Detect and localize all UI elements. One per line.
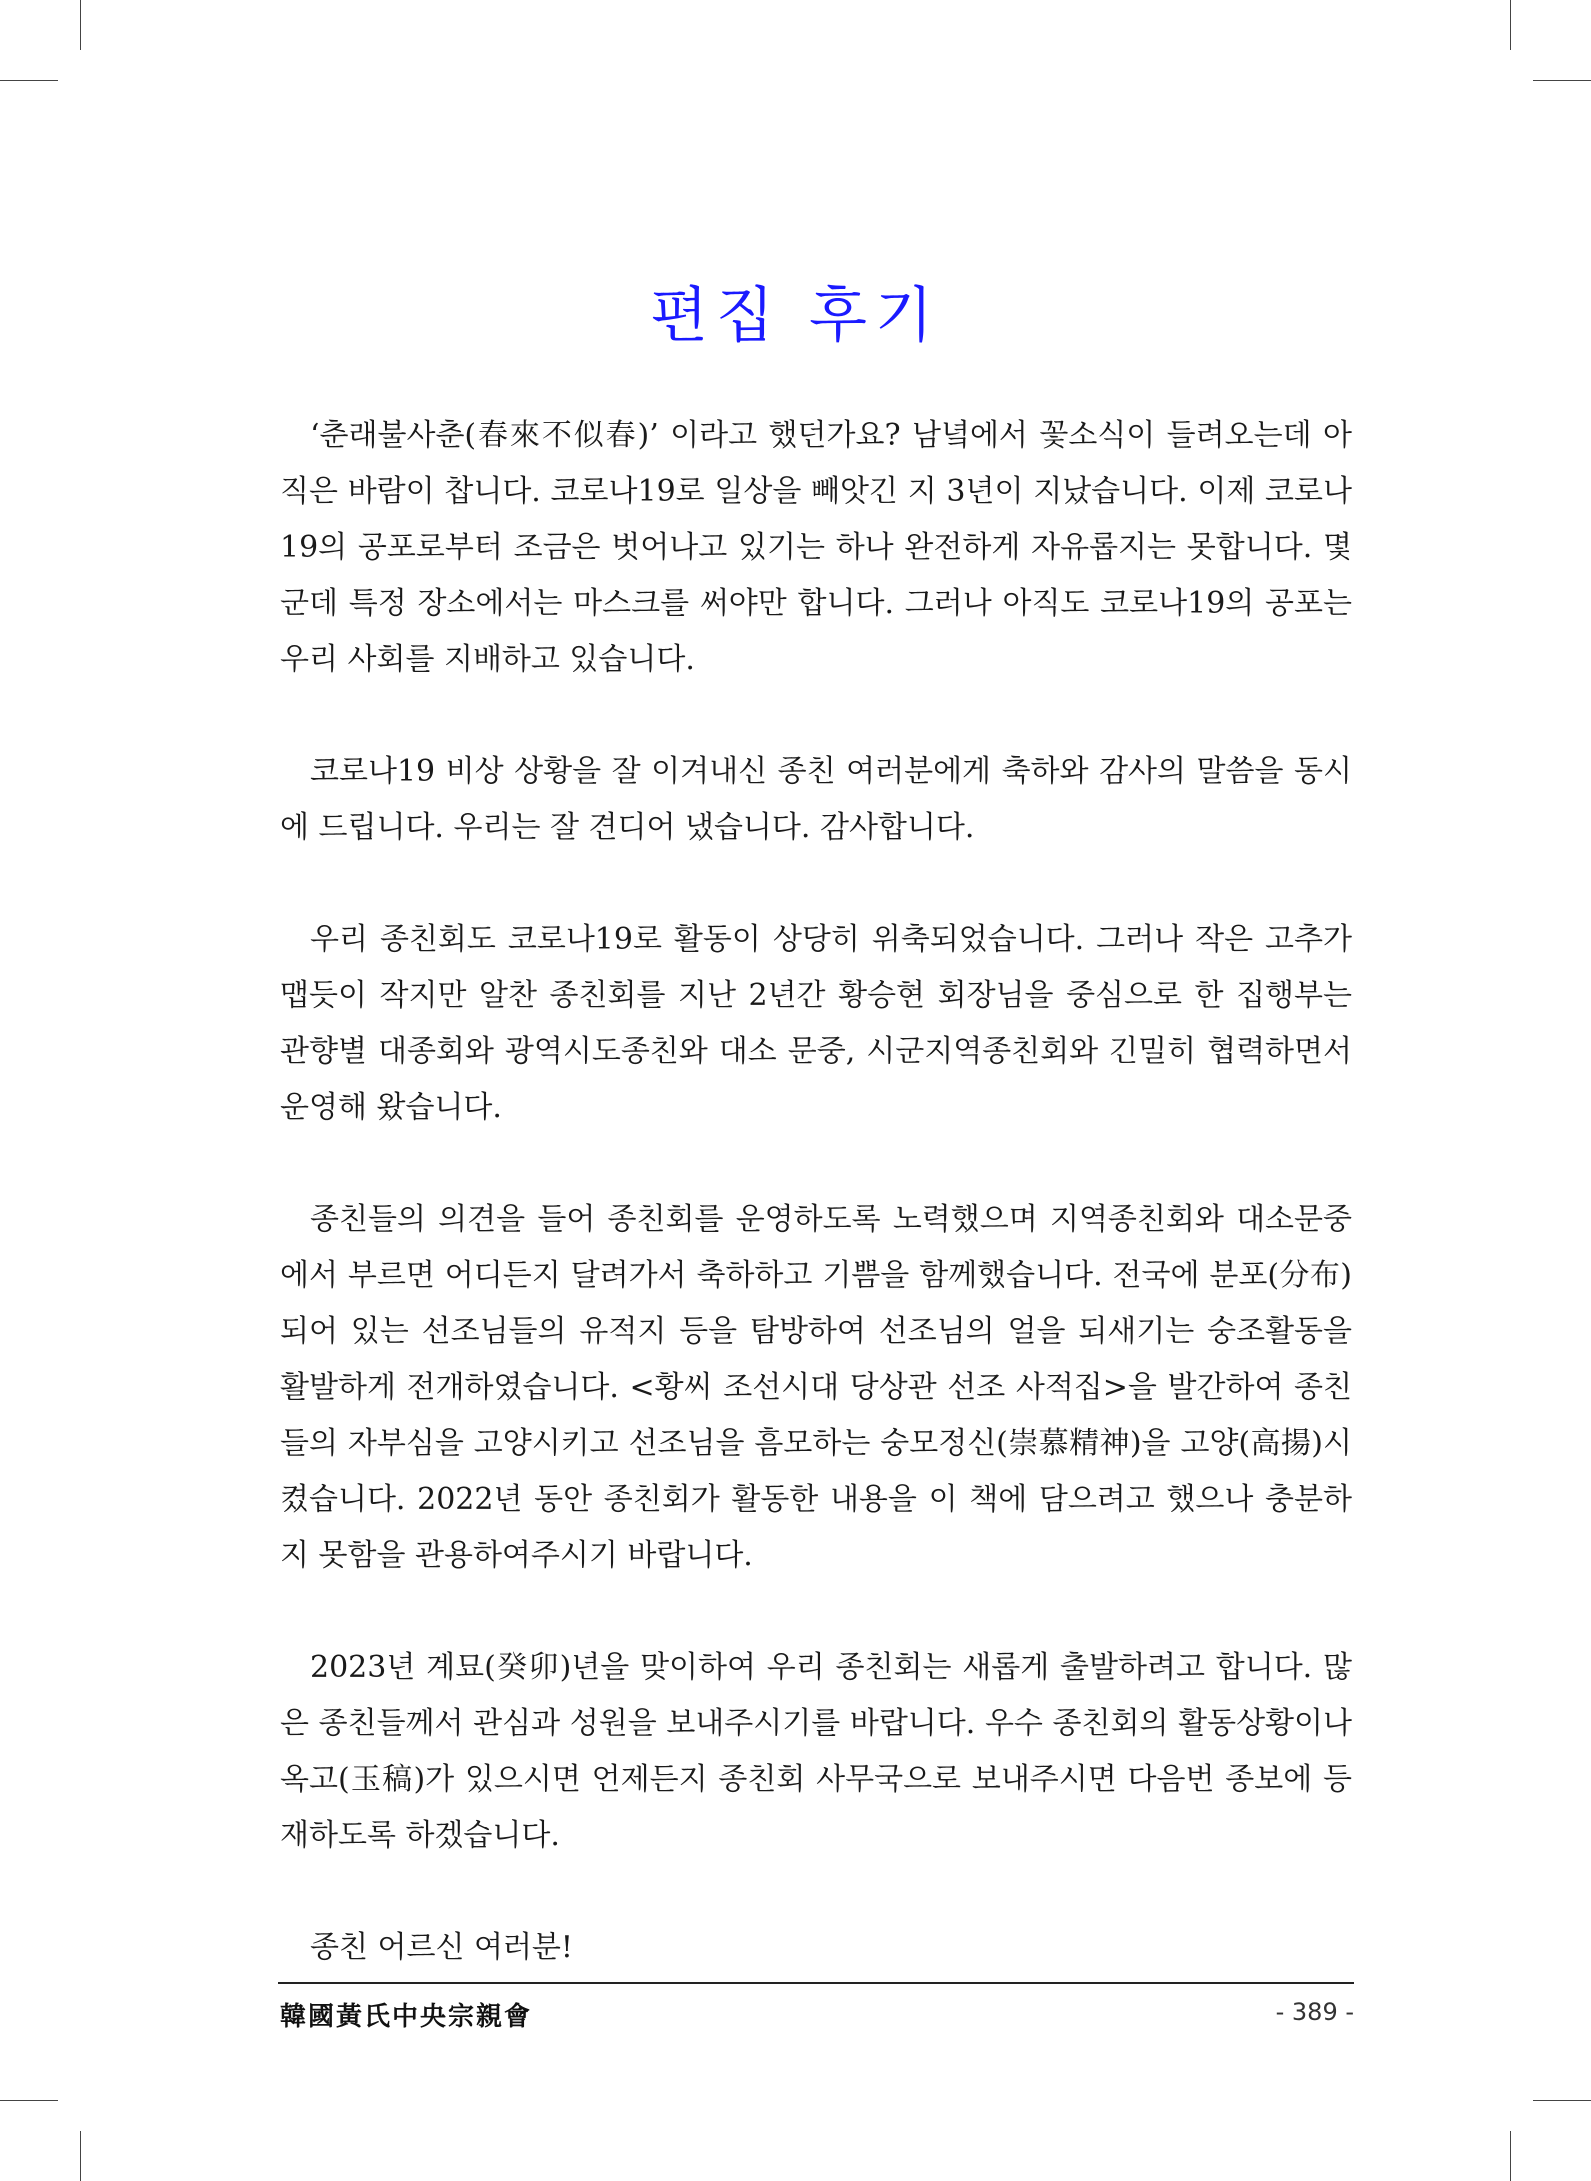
paragraph: 종친들의 의견을 들어 종친회를 운영하도록 노력했으며 지역종친회와 대소문중에서 부르면 어디든지 달려가서 축하하고 기쁨을 함께했습니다. 전국에 분포(分布) 되어 있는 선조님들의 유적지 등을 탐방하여 선조님의 얼을 되새기는 숭조활동을 활발하게 전개하였습니다. <황씨 조선시대 당상관 선조 사적집>을 발간하여 종친들의 자부심을 고양시키고 선조님을 흠모하는 숭모정신(崇慕精神)을 고양(高揚)시켰습니다. 2022년 동안 종친회가 활동한 내용을 이 책에 담으려고 했으나 충분하지 못함을 관용하여주시기 바랍니다.	[280, 1202, 1352, 1573]
crop-mark	[80, 0, 81, 50]
footer-divider	[278, 1982, 1354, 1984]
crop-mark	[1510, 2131, 1511, 2181]
article-body	[280, 408, 1352, 1976]
crop-mark	[1533, 2100, 1591, 2101]
page-title: 편집 후기	[650, 281, 941, 351]
footer-brand: 韓國黃氏中央宗親會	[280, 2002, 533, 2032]
closing-salutation: 종친 어르신 여러분!	[310, 1930, 573, 1965]
crop-mark	[0, 80, 58, 81]
paragraph: 우리 종친회도 코로나19로 활동이 상당히 위축되었습니다. 그러나 작은 고추가 맵듯이 작지만 알찬 종친회를 지난 2년간 황승현 회장님을 중심으로 한 집행부는 관향별 대종회와 광역시도종친와 대소 문중, 시군지역종친회와 긴밀히 협력하면서 운영해 왔습니다.	[280, 922, 1352, 1125]
paragraph: 2023년 계묘(癸卯)년을 맞이하여 우리 종친회는 새롭게 출발하려고 합니다. 많은 종친들께서 관심과 성원을 보내주시기를 바랍니다. 우수 종친회의 활동상황이나 옥고(玉稿)가 있으시면 언제든지 종친회 사무국으로 보내주시면 다음번 종보에 등재하도록 하겠습니다.	[280, 1650, 1352, 1853]
page-number: - 389 -	[1275, 1998, 1354, 2026]
crop-mark	[1510, 0, 1511, 50]
crop-mark	[1533, 80, 1591, 81]
crop-mark	[80, 2131, 81, 2181]
paragraph: 코로나19 비상 상황을 잘 이겨내신 종친 여러분에게 축하와 감사의 말씀을 동시에 드립니다. 우리는 잘 견디어 냈습니다. 감사합니다.	[280, 754, 1352, 845]
crop-mark	[0, 2100, 58, 2101]
paragraph: ‘춘래불사춘(春來不似春)’ 이라고 했던가요? 남녘에서 꽃소식이 들려오는데 아직은 바람이 찹니다. 코로나19로 일상을 빼앗긴 지 3년이 지났습니다. 이제 코로나19의 공포로부터 조금은 벗어나고 있기는 하나 완전하게 자유롭지는 못합니다. 몇 군데 특정 장소에서는 마스크를 써야만 합니다. 그러나 아직도 코로나19의 공포는 우리 사회를 지배하고 있습니다.	[280, 418, 1352, 677]
